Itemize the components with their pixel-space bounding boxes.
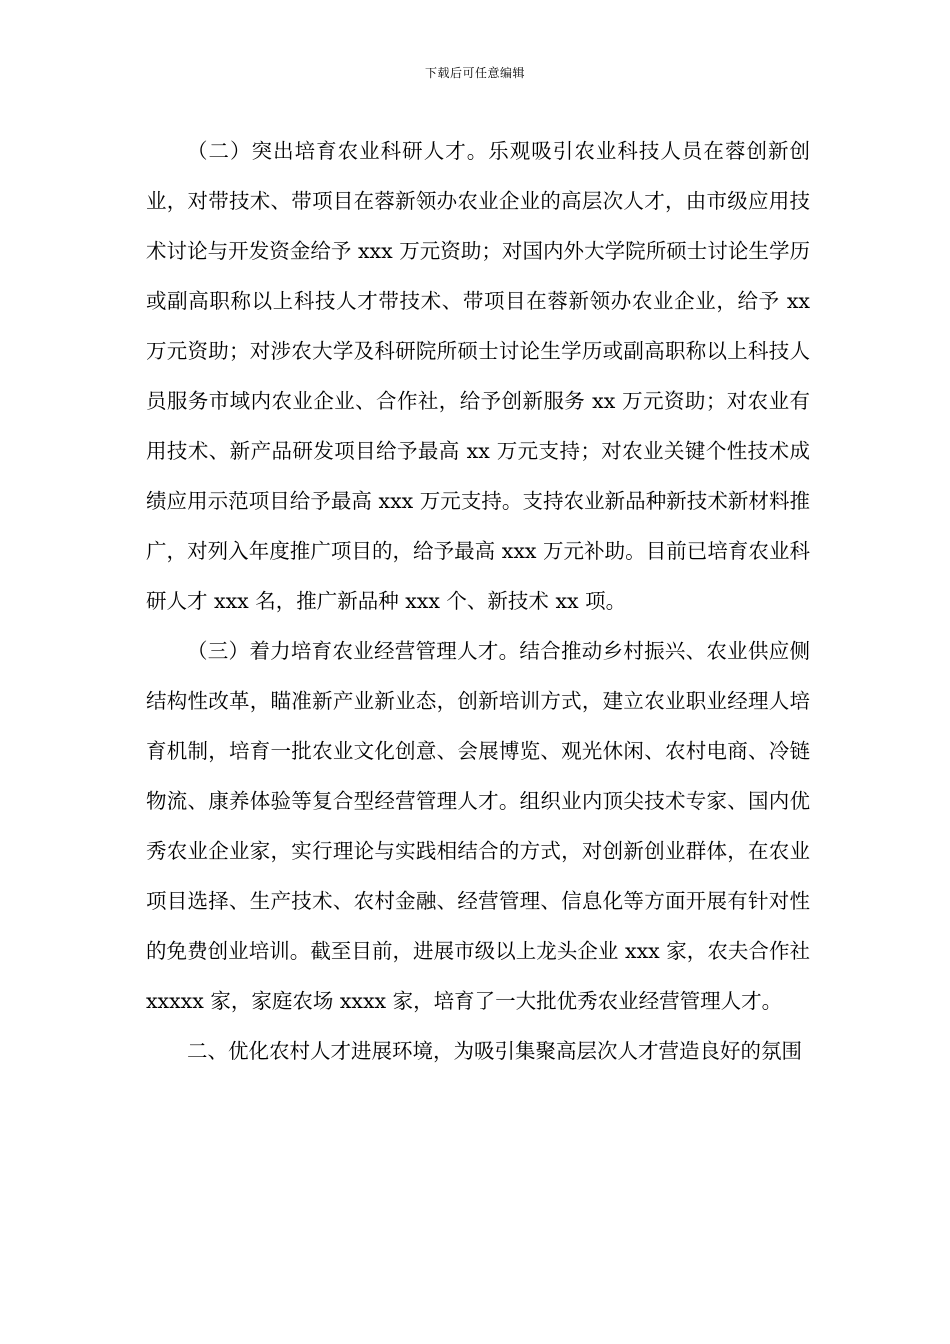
page-header: 下载后可任意编辑 <box>424 66 525 80</box>
paragraph-agri-management-talent: （三）着力培育农业经营管理人才。结合推动乡村振兴、农业供应侧结构性改革，瞄准新产业新业态，创新培训方式，建立农业职业经理人培育机制，培育一批农业文化创意、会展博览、观光休闲、农村电商、冷链物流、康养体验等复合型经营管理人才。组织业内顶尖技术专家、国内优秀农业企业家，实行理论与实践相结合的方式，对创新创业群体，在农业项目选择、生产技术、农村金融、经营管理、信息化等方面开展有针对性的免费创业培训。截至目前，进展市级以上龙头企业 xxx 家，农夫合作社 xxxxx 家，家庭农场 xxxx 家，培育了一大批优秀农业经营管理人才。 <box>146 639 810 1013</box>
section-heading-optimize-environment: 二、优化农村人才进展环境，为吸引集聚高层次人才营造良好的氛围 <box>187 1039 802 1063</box>
paragraph-agri-research-talent: （二）突出培育农业科研人才。乐观吸引农业科技人员在蓉创新创业，对带技术、带项目在蓉新领办农业企业的高层次人才，由市级应用技术讨论与开发资金给予 xxx 万元资助；对国内外大学院所硕士讨论生学历或副高职称以上科技人才带技术、带项目在蓉新领办农业企业，给予 xx 万元资助；对涉农大学及科研院所硕士讨论生学历或副高职称以上科技人员服务市域内农业企业、合作社，给予创新服务 xx 万元资助；对农业有用技术、新产品研发项目给予最高 xx 万元支持；对农业关键个性技术成绩应用示范项目给予最高 xxx 万元支持。支持农业新品种新技术新材料推广，对列入年度推广项目的，给予最高 xxx 万元补助。目前已培育农业科研人才 xxx 名，推广新品种 xxx 个、新技术 xx 项。 <box>146 139 810 613</box>
document-body <box>146 126 810 1076</box>
